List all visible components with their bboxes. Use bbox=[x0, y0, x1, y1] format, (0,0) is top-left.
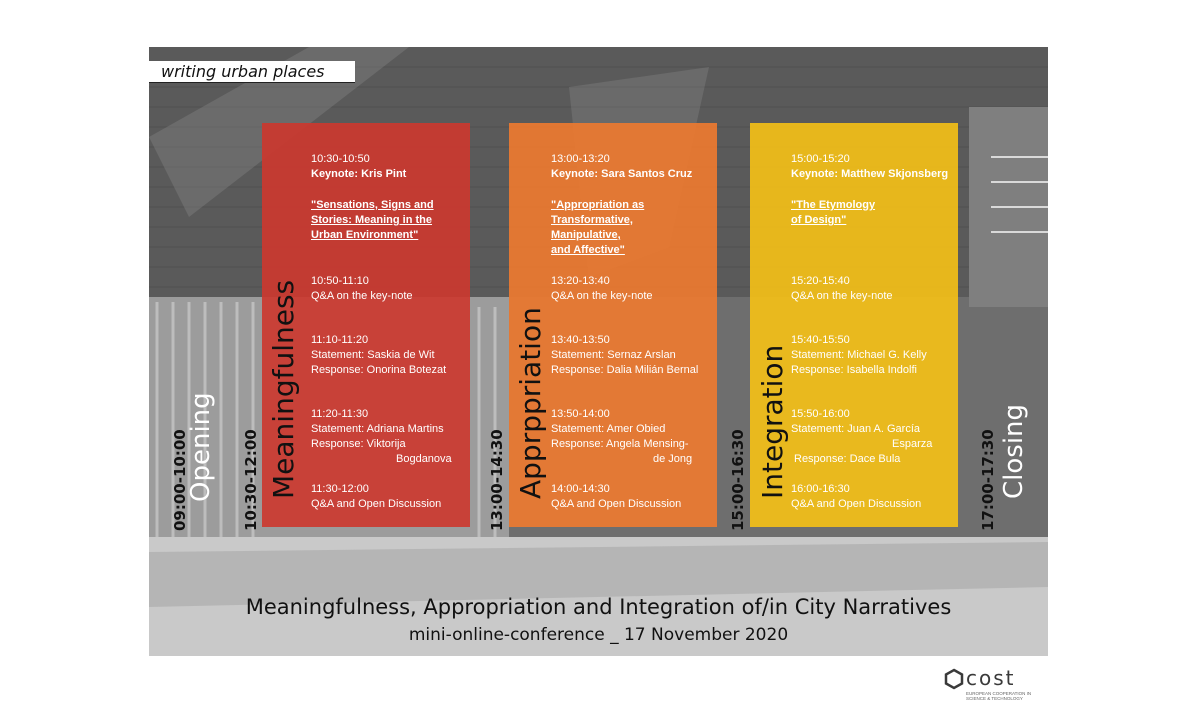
opening-label: Opening bbox=[186, 392, 216, 502]
session-1-time: 10:30-12:00 bbox=[242, 429, 260, 531]
cost-hexagon-icon bbox=[944, 668, 964, 690]
statement-2-time: 13:50-14:00 bbox=[551, 408, 610, 420]
closing-label: Closing bbox=[999, 403, 1029, 499]
writing-urban-places-logo: writing urban places bbox=[149, 61, 355, 83]
statement-1: Statement: Saskia de Wit bbox=[311, 349, 435, 361]
keynote-speaker: Keynote: Matthew Skjonsberg bbox=[791, 168, 949, 180]
statement-2: Statement: Juan A. García bbox=[791, 423, 921, 435]
response-2: Response: Dace Bula bbox=[794, 453, 901, 465]
response-2: Response: Angela Mensing- bbox=[551, 438, 689, 450]
keynote-time: 15:00-15:20 bbox=[791, 153, 850, 165]
response-2: Response: Viktorija bbox=[311, 438, 406, 450]
discussion-label: Q&A and Open Discussion bbox=[311, 498, 442, 510]
response-1: Response: Onorina Botezat bbox=[311, 364, 447, 376]
poster-title: Meaningfulness, Appropriation and Integration of/in City Narratives bbox=[245, 595, 952, 619]
response-2-cont: Bogdanova bbox=[396, 453, 452, 465]
closing-time: 17:00-17:30 bbox=[979, 429, 997, 531]
discussion-time: 14:00-14:30 bbox=[551, 483, 610, 495]
statement-2-time: 11:20-11:30 bbox=[311, 408, 369, 420]
discussion-label: Q&A and Open Discussion bbox=[551, 498, 682, 510]
statement-1-time: 15:40-15:50 bbox=[791, 334, 850, 346]
keynote-time: 13:00-13:20 bbox=[551, 153, 610, 165]
response-1: Response: Dalia Milián Bernal bbox=[551, 364, 699, 376]
session-1-label: Meaningfulness bbox=[267, 279, 300, 499]
keynote-speaker: Keynote: Sara Santos Cruz bbox=[551, 168, 693, 180]
opening-time: 09:00-10:00 bbox=[171, 429, 189, 531]
keynote-title: "The Etymology of Design" bbox=[791, 199, 876, 226]
statement-2: Statement: Adriana Martins bbox=[311, 423, 444, 435]
qa-time: 15:20-15:40 bbox=[791, 275, 850, 287]
statement-2-cont: Esparza bbox=[892, 438, 933, 450]
keynote-title: "Appropriation as Transformative, Manipulative, and Affective" bbox=[551, 199, 645, 256]
response-2-cont: de Jong bbox=[653, 453, 693, 465]
qa-label: Q&A on the key-note bbox=[791, 290, 893, 302]
statement-1: Statement: Sernaz Arslan bbox=[551, 349, 676, 361]
conference-poster bbox=[149, 47, 1048, 656]
discussion-time: 16:00-16:30 bbox=[791, 483, 850, 495]
statement-2: Statement: Amer Obied bbox=[551, 423, 666, 435]
poster-subtitle: mini-online-conference _ 17 November 2020 bbox=[408, 625, 789, 645]
cost-wordmark: cost bbox=[966, 666, 1016, 690]
session-2-time: 13:00-14:30 bbox=[488, 429, 506, 531]
session-3-label: Integration bbox=[756, 344, 789, 499]
keynote-time: 10:30-10:50 bbox=[311, 153, 370, 165]
statement-2-time: 15:50-16:00 bbox=[791, 408, 850, 420]
qa-time: 13:20-13:40 bbox=[551, 275, 610, 287]
qa-label: Q&A on the key-note bbox=[311, 290, 413, 302]
keynote-title: "Sensations, Signs and Stories: Meaning in the Urban Environment" bbox=[311, 199, 434, 241]
statement-1-time: 11:10-11:20 bbox=[311, 334, 369, 346]
cost-logo bbox=[944, 666, 1036, 706]
response-1: Response: Isabella Indolfi bbox=[791, 364, 917, 376]
discussion-label: Q&A and Open Discussion bbox=[791, 498, 922, 510]
discussion-time: 11:30-12:00 bbox=[311, 483, 369, 495]
session-2-label: Apprppriation bbox=[514, 307, 547, 499]
keynote-speaker: Keynote: Kris Pint bbox=[311, 168, 407, 180]
session-3-time: 15:00-16:30 bbox=[729, 429, 747, 531]
statement-1-time: 13:40-13:50 bbox=[551, 334, 610, 346]
qa-label: Q&A on the key-note bbox=[551, 290, 653, 302]
qa-time: 10:50-11:10 bbox=[311, 275, 369, 287]
cost-tagline: EUROPEAN COOPERATION IN SCIENCE & TECHNOLOGY bbox=[966, 691, 1032, 701]
statement-1: Statement: Michael G. Kelly bbox=[791, 349, 927, 361]
